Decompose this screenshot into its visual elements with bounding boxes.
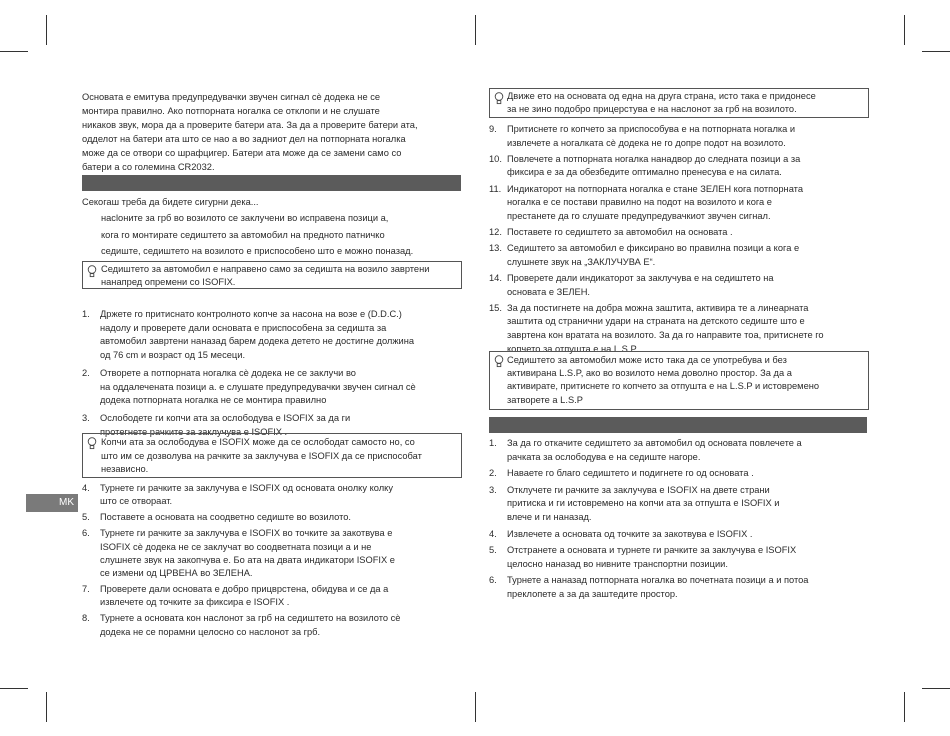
crop-mark (46, 15, 47, 45)
step-text: целосно наназад во нивните транспортни позиции. (507, 558, 728, 569)
step-text: копчето за отпушта е на L.S.P . (507, 343, 642, 354)
step-text: додека не се порамни целосно со наслонот за грб. (100, 626, 321, 637)
step-text: автомобил завртени наназад барем додека детето не достигне должина (100, 336, 415, 347)
step-text: Притиснете го копчето за приспособува е на потпорната ногалка и (507, 124, 796, 134)
step-number: 2. (489, 468, 497, 479)
step-text: рачката за ослободува е на седиште нагоре. (507, 451, 701, 462)
step-number: 5. (489, 545, 497, 556)
check-item: седиште, седиштето на возилото е приспособено што е можно поназад. (101, 246, 414, 256)
step-text: Турнете а основата кон наслонот за грб на седиштето на возилото сè (100, 613, 401, 624)
step-number: 2. (82, 367, 90, 378)
step-number: 7. (82, 584, 90, 595)
step-text: ногалка е се постави правилно на подот на возилото и кога е (507, 197, 772, 208)
step-text: што се отвораат. (100, 496, 173, 507)
step-number: 10. (489, 153, 502, 164)
step-number: 4. (489, 528, 497, 539)
note-line: Седиштето за автомобил може исто така да се употребува и без (507, 355, 787, 365)
section-header-bar (489, 417, 867, 433)
step-number: 3. (82, 412, 90, 423)
step-text: Седиштето за автомобил е фиксирано во правилна позици а кога е (507, 243, 800, 254)
crop-mark (0, 51, 28, 52)
step-number: 1. (489, 438, 497, 448)
note-line: затворете а L.S.P (507, 394, 583, 405)
intro-line: Основата е емитува предупредувачки звучен сигнал сè додека не се (82, 92, 381, 102)
step-text: Поставете го седиштето за автомобил на основата . (507, 227, 733, 237)
step-text: надолу и проверете дали основата е приспособена за седишта за (100, 322, 387, 333)
step-text: преклопете а за да заштедите простор. (507, 589, 678, 599)
step-text: протегнете рачките за заклучува е ISOFIX . (100, 426, 288, 437)
step-text: влече и ги наназад. (507, 512, 592, 522)
step-number: 3. (489, 484, 497, 495)
step-text: ISOFIX сè додека не се заклучат во соодветната позици а и не (100, 541, 372, 552)
step-text: За да го откачите седиштето за автомобил од основата повлечете а (507, 438, 802, 448)
lightbulb-icon (494, 355, 504, 368)
step-number: 14. (489, 273, 502, 283)
step-number: 4. (82, 483, 90, 493)
step-number: 12. (489, 227, 502, 237)
step-number: 1. (82, 309, 90, 319)
step-text: Ослободете ги копчи ата за ослободува е ISOFIX за да ги (100, 412, 351, 423)
step-number: 5. (82, 512, 90, 523)
lightbulb-icon (494, 92, 504, 105)
crop-mark (46, 692, 47, 722)
step-text: слушнете звук на закопчува е. Бо ата на двата индикатори ISOFIX е (100, 554, 395, 565)
check-item: насloните за грб во возилото се заклучени во исправена позици а, (101, 213, 389, 223)
intro-line: одделот на батери ата што се нао а во задниот дел на потпорната ногалка (82, 134, 406, 144)
step-text: Турнете а наназад потпорната ногалка во почетната позици а и потоа (507, 575, 809, 586)
intro-line: батери а со големина CR2032. (82, 162, 215, 172)
step-text: завртена кон вратата на возилото. За да го направите тоа, притиснете го (507, 330, 824, 340)
center-fold-mark (475, 692, 476, 722)
note-line: активирате, притиснете го копчето за отпушта е на L.S.P и истовремено (507, 381, 820, 392)
note-line: активирана L.S.P, ако во возилото нема доволно простор. За да а (507, 368, 792, 379)
step-text: Отклучете ги рачките за заклучува е ISOFIX на двете страни (507, 484, 770, 495)
step-number: 6. (82, 528, 90, 539)
step-text: Отворете а потпорната ногалка сè додека не се заклучи во (100, 367, 356, 378)
step-text: основата е ЗЕЛЕН. (507, 286, 590, 297)
check-item: кога го монтирате седиштето за автомобил на предното патничко (101, 229, 385, 240)
note-line: Движе ето на основата од една на друга страна, исто така е придонесе (507, 91, 816, 101)
step-text: Индикаторот на потпорната ногалка е стане ЗЕЛЕН кога потпорната (507, 183, 803, 194)
note-line: за не зино подобро прицерстува е на наслонот за грб на возилото. (507, 104, 797, 114)
note-line: Копчи ата за ослободува е ISOFIX може да се ослободат самосто но, со (101, 437, 415, 447)
step-number: 9. (489, 124, 497, 134)
step-text: Проверете дали основата е добро прицврстена, обидува и се да а (100, 584, 389, 595)
language-tab: MK (26, 494, 78, 512)
step-text: Наваете го благо седиштето и подигнете го од основата . (507, 468, 754, 479)
step-number: 11. (489, 183, 502, 194)
step-text: од 76 cm и возраст од 15 месеци. (100, 350, 246, 361)
check-title: Секогаш треба да бидете сигурни дека... (82, 197, 259, 207)
step-text: престанете да го слушате предупредувачкиот звучен сигнал. (507, 210, 771, 221)
note-line: независно. (101, 464, 149, 474)
lightbulb-icon (87, 437, 97, 450)
intro-line: монтира правилно. Ако потпорната ногалка се отклопи и не слушате (82, 106, 380, 116)
step-number: 8. (82, 613, 90, 624)
step-text: извлечете од точките за фиксира е ISOFIX . (100, 597, 290, 608)
step-text: слушнете звук на „ЗАКЛУЧУВА Е“. (507, 256, 656, 267)
step-text: За да постигнете на добра можна заштита, активира те а линеарната (507, 302, 809, 313)
step-text: се измени од ЦРВЕНА во ЗЕЛЕНА. (100, 568, 253, 578)
crop-mark (0, 688, 28, 689)
step-text: заштита од странични удари на страната на детското седиште што е (507, 316, 805, 327)
step-text: Извлечете а основата од точките за закотвува е ISOFIX . (507, 528, 753, 539)
crop-mark (904, 15, 905, 45)
intro-line: може да се отвори со шрафцигер. Батери ата може да се замени само со (82, 148, 402, 158)
step-text: Турнете ги рачките за заклучува е ISOFIX од основата онолку колку (100, 483, 393, 493)
step-number: 15. (489, 302, 502, 313)
step-text: притиска и ги истовремено на копчи ата за отпушта е ISOFIX и (507, 498, 780, 509)
step-text: Турнете ги рачките за заклучува е ISOFIX во точките за закотвува е (100, 528, 393, 539)
note-line: нанапред опремени со ISOFIX. (101, 276, 236, 287)
note-line: што им се дозволува на рачките за заклучува е ISOFIX да се приспособат (101, 450, 422, 461)
step-text: Држете го притиснато контролното копче за насона на возе е (D.D.C.) (100, 309, 402, 319)
crop-mark (922, 688, 950, 689)
step-number: 6. (489, 575, 497, 586)
step-text: фиксира е за да обезбедите оптимално пренесува е на силата. (507, 167, 782, 178)
step-text: Проверете дали индикаторот за заклучува е на седиштето на (507, 273, 774, 283)
crop-mark (904, 692, 905, 722)
intro-line: никаков звук, мора да а проверите батери ата. За да а проверите батери ата, (82, 120, 418, 130)
note-line: Седиштето за автомобил е направено само за седишта на возило завртени (101, 264, 430, 274)
step-text: Повлечете а потпорната ногалка нанадвор до следната позици а за (507, 153, 801, 164)
step-text: Поставете а основата на соодветно седиште во возилото. (100, 512, 352, 523)
lightbulb-icon (87, 265, 97, 278)
step-text: на оддалечената позици а. е слушате предупредувачки звучен сигнал сè (100, 381, 416, 392)
step-text: извлечете а ногалката сè додека не го допре подот на возилото. (507, 137, 786, 148)
step-text: Отстранете а основата и турнете ги рачките за заклучува е ISOFIX (507, 545, 797, 556)
center-fold-mark (475, 15, 476, 45)
step-text: додека потпорната ногалка не се монтира правилно (100, 395, 327, 406)
step-number: 13. (489, 243, 502, 254)
crop-mark (922, 51, 950, 52)
section-header-bar (82, 175, 461, 191)
